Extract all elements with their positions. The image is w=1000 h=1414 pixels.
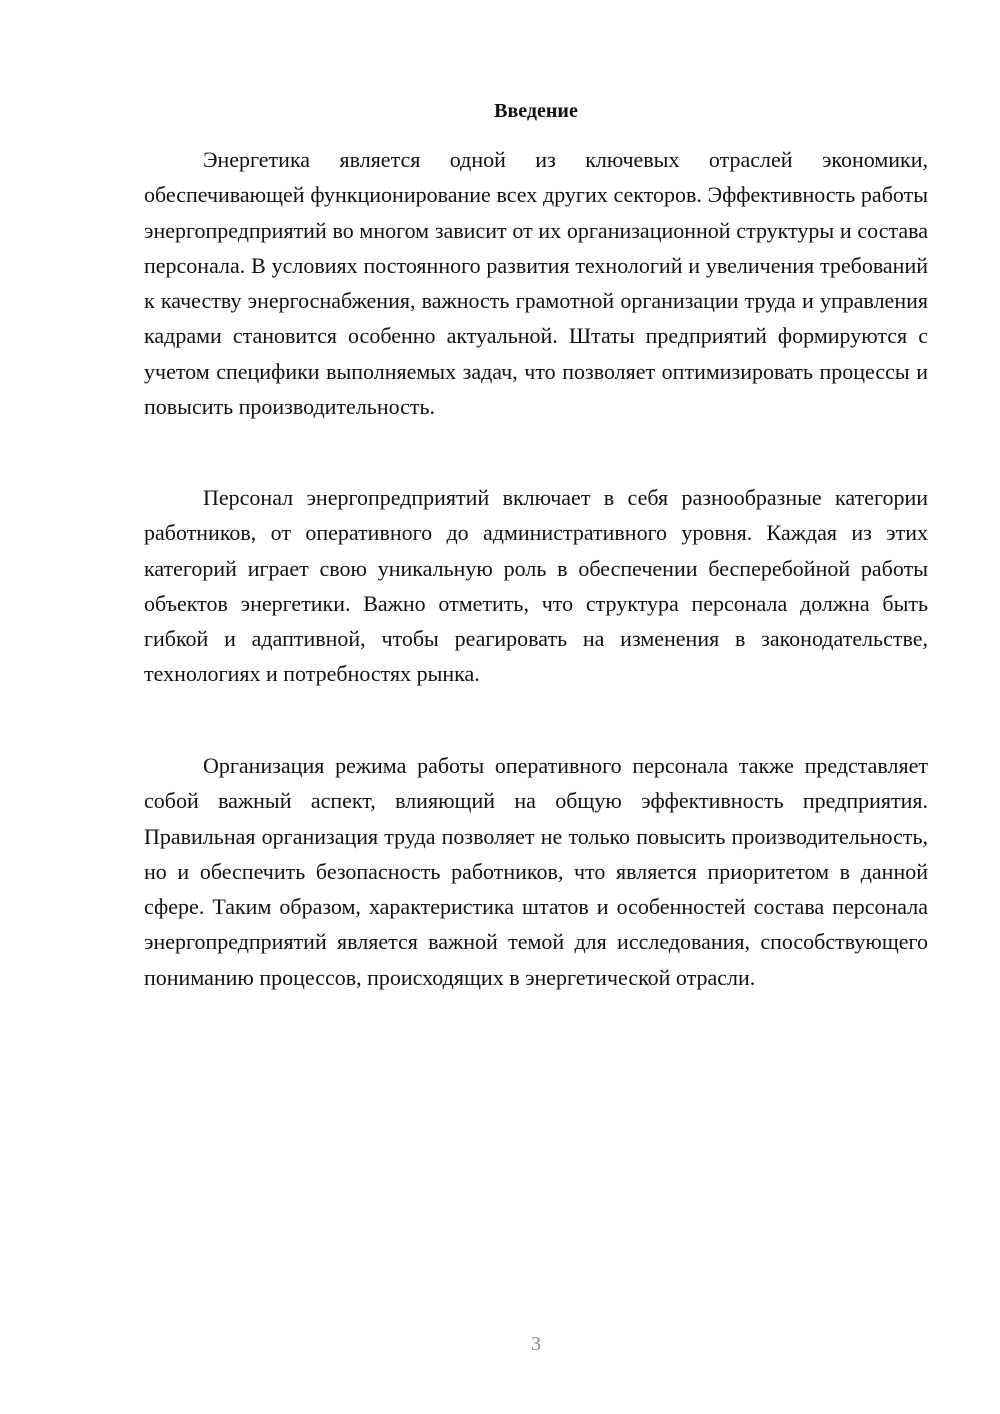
paragraph-work-organization: Организация режима работы оперативного персонала также представляет собой важный аспект, влияющий на общую эффективность предприятия. Правильная организация труда позволяет не только повысить производительность, но и обеспечить безопасность работников, что является приоритетом в данной сфере. Таким образом, характеристика штатов и особенностей состава персонала энергопредприятий является важной темой для исследования, способствующего пониманию процессов, происходящих в энергетической отрасли.: [144, 753, 928, 990]
section-title: Введение: [494, 100, 578, 122]
paragraph-intro-energy: Энергетика является одной из ключевых отраслей экономики, обеспечивающей функционирование всех других секторов. Эффективность работы энергопредприятий во многом зависит от их организационной структуры и состава персонала. В условиях постоянного развития технологий и увеличения требований к качеству энергоснабжения, важность грамотной организации труда и управления кадрами становится особенно актуальной. Штаты предприятий формируются с учетом специфики выполняемых задач, что позволяет оптимизировать процессы и повысить производительность.: [144, 147, 928, 420]
page-number: 3: [531, 1333, 541, 1355]
paragraph-personnel: Персонал энергопредприятий включает в себя разнообразные категории работников, от оперативного до административного уровня. Каждая из этих категорий играет свою уникальную роль в обеспечении бесперебойной работы объектов энергетики. Важно отметить, что структура персонала должна быть гибкой и адаптивной, чтобы реагировать на изменения в законодательстве, технологиях и потребностях рынка.: [144, 485, 928, 687]
